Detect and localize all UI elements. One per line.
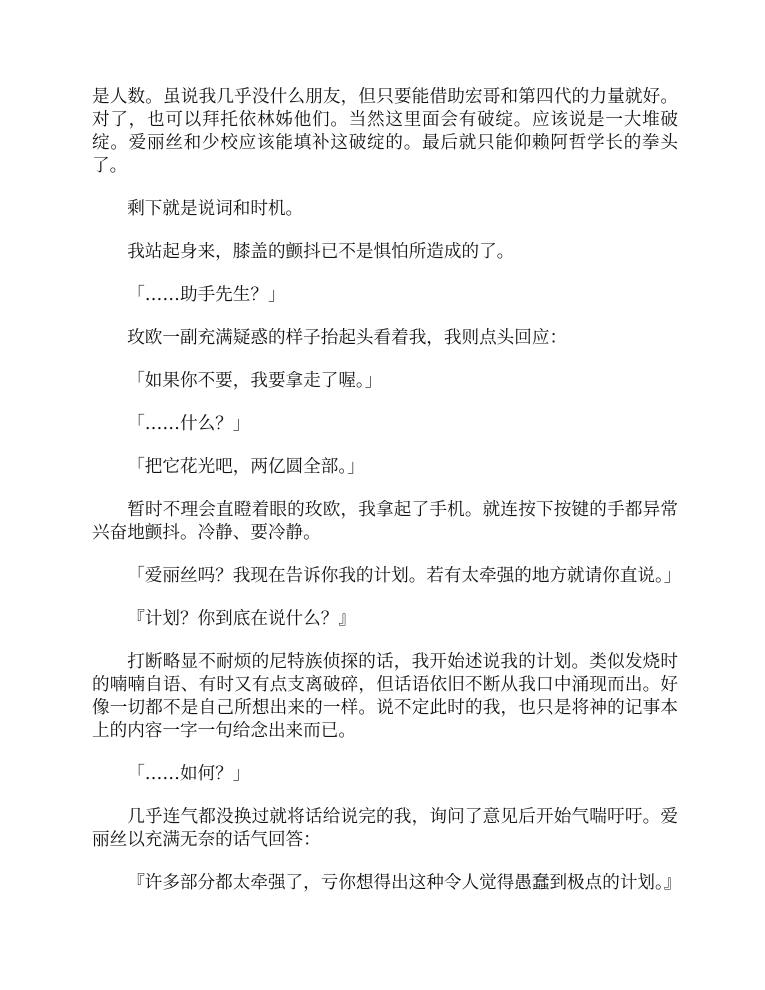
dialogue-line: 『许多部分都太牵强了，亏你想得出这种令人觉得愚蠢到极点的计划。』 bbox=[127, 873, 682, 893]
dialogue-line: 「……助手先生？」 bbox=[127, 285, 286, 305]
paragraph: 我站起身来，膝盖的颤抖已不是惧怕所造成的了。 bbox=[127, 242, 515, 262]
document-page bbox=[92, 86, 682, 915]
dialogue-line: 『计划？你到底在说什么？』 bbox=[127, 609, 356, 629]
paragraph: 是人数。虽说我几乎没什么朋友，但只要能借助宏哥和第四代的力量就好。对了，也可以拜托依林姊他们。当然这里面会有破绽。应该说是一大堆破绽。爱丽丝和少校应该能填补这破绽的。最后就只能仰赖阿哲学长的拳头了。 bbox=[92, 87, 678, 176]
paragraph: 暂时不理会直瞪着眼的玫欧，我拿起了手机。就连按下按键的手都异常兴奋地颤抖。冷静、要冷静。 bbox=[92, 500, 678, 543]
paragraph: 剩下就是说词和时机。 bbox=[127, 199, 304, 219]
dialogue-line: 「把它花光吧，两亿圆全部。」 bbox=[127, 457, 365, 477]
dialogue-line: 「……如何？」 bbox=[127, 764, 251, 784]
dialogue-line: 「……什么？」 bbox=[127, 414, 251, 434]
dialogue-line: 「如果你不要，我要拿走了喔。」 bbox=[127, 371, 383, 391]
dialogue-line: 「爱丽丝吗？我现在告诉你我的计划。若有太牵强的地方就请你直说。」 bbox=[127, 566, 682, 586]
paragraph: 玫欧一副充满疑惑的样子抬起头看着我，我则点头回应： bbox=[127, 328, 568, 348]
paragraph: 打断略显不耐烦的尼特族侦探的话，我开始述说我的计划。类似发烧时的喃喃自语、有时又有点支离破碎，但话语依旧不断从我口中涌现而出。好像一切都不是自己所想出来的一样。说不定此时的我，也只是将神的记事本上的内容一字一句给念出来而已。 bbox=[92, 652, 678, 741]
paragraph: 几乎连气都没换过就将话给说完的我，询问了意见后开始气喘吁吁。爱丽丝以充满无奈的话气回答： bbox=[92, 807, 678, 850]
